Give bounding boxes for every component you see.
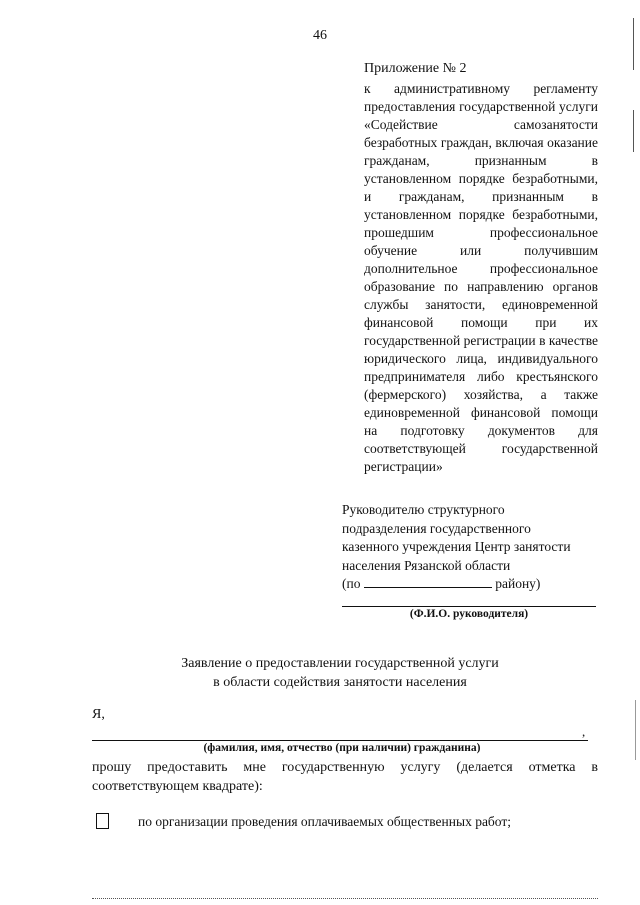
- page-bottom-rule: [92, 898, 598, 899]
- rayon-prefix: (по: [342, 576, 361, 591]
- applicant-prefix: Я,: [92, 707, 105, 722]
- heading-line: Заявление о предоставлении государственной услуги: [181, 656, 499, 671]
- addressee-line: Руководителю структурного: [342, 502, 505, 517]
- manager-name-caption: (Ф.И.О. руководителя): [409, 608, 529, 620]
- rayon-suffix: району): [495, 576, 541, 591]
- option-label: по организации проведения оплачиваемых общественных работ;: [138, 814, 512, 829]
- manager-name-line[interactable]: [342, 606, 596, 607]
- applicant-name-caption: (фамилия, имя, отчество (при наличии) гражданина): [203, 742, 481, 754]
- applicant-comma: ,: [582, 724, 586, 739]
- appendix-block: [364, 60, 598, 476]
- page-number: 46: [313, 28, 327, 43]
- appendix-text: к административному регламенту предоставления государственной услуги «Содействие самозанятости безработных граждан, включая оказание гражданам, признанным в установленном порядке безработными, и гражданам, признанным в установленном порядке безработными, прошедшим профессиональное обучение или получившим дополнительное профессиональное образование по направлению органов службы занятости, единовременной финансовой помощи при их государственной регистрации в качестве юридического лица, индивидуального предпринимателя либо крестьянского (фермерского) хозяйства, а также единовременной финансовой помощи на подготовку документов для соответствующей государственной регистрации»: [364, 81, 598, 474]
- heading-line: в области содействия занятости населения: [213, 675, 467, 690]
- addressee-line: подразделения государственного: [342, 520, 531, 536]
- service-option: [96, 811, 596, 833]
- scan-edge-mark: [635, 700, 636, 760]
- addressee-line: населения Рязанской области: [342, 557, 511, 573]
- scan-edge-mark: [633, 18, 634, 70]
- option-checkbox[interactable]: [96, 813, 109, 829]
- addressee-block: [342, 501, 602, 594]
- addressee-line: казенного учреждения Центр занятости: [342, 539, 571, 554]
- scan-edge-mark: [633, 110, 634, 152]
- appendix-title: Приложение № 2: [364, 61, 467, 76]
- rayon-line: [342, 575, 602, 594]
- application-heading: [90, 654, 590, 692]
- request-text: прошу предоставить мне государственную услугу (делается отметка в соответствующем квадрате):: [92, 760, 598, 794]
- rayon-blank-field[interactable]: [364, 575, 492, 588]
- applicant-name-line[interactable]: [92, 740, 588, 741]
